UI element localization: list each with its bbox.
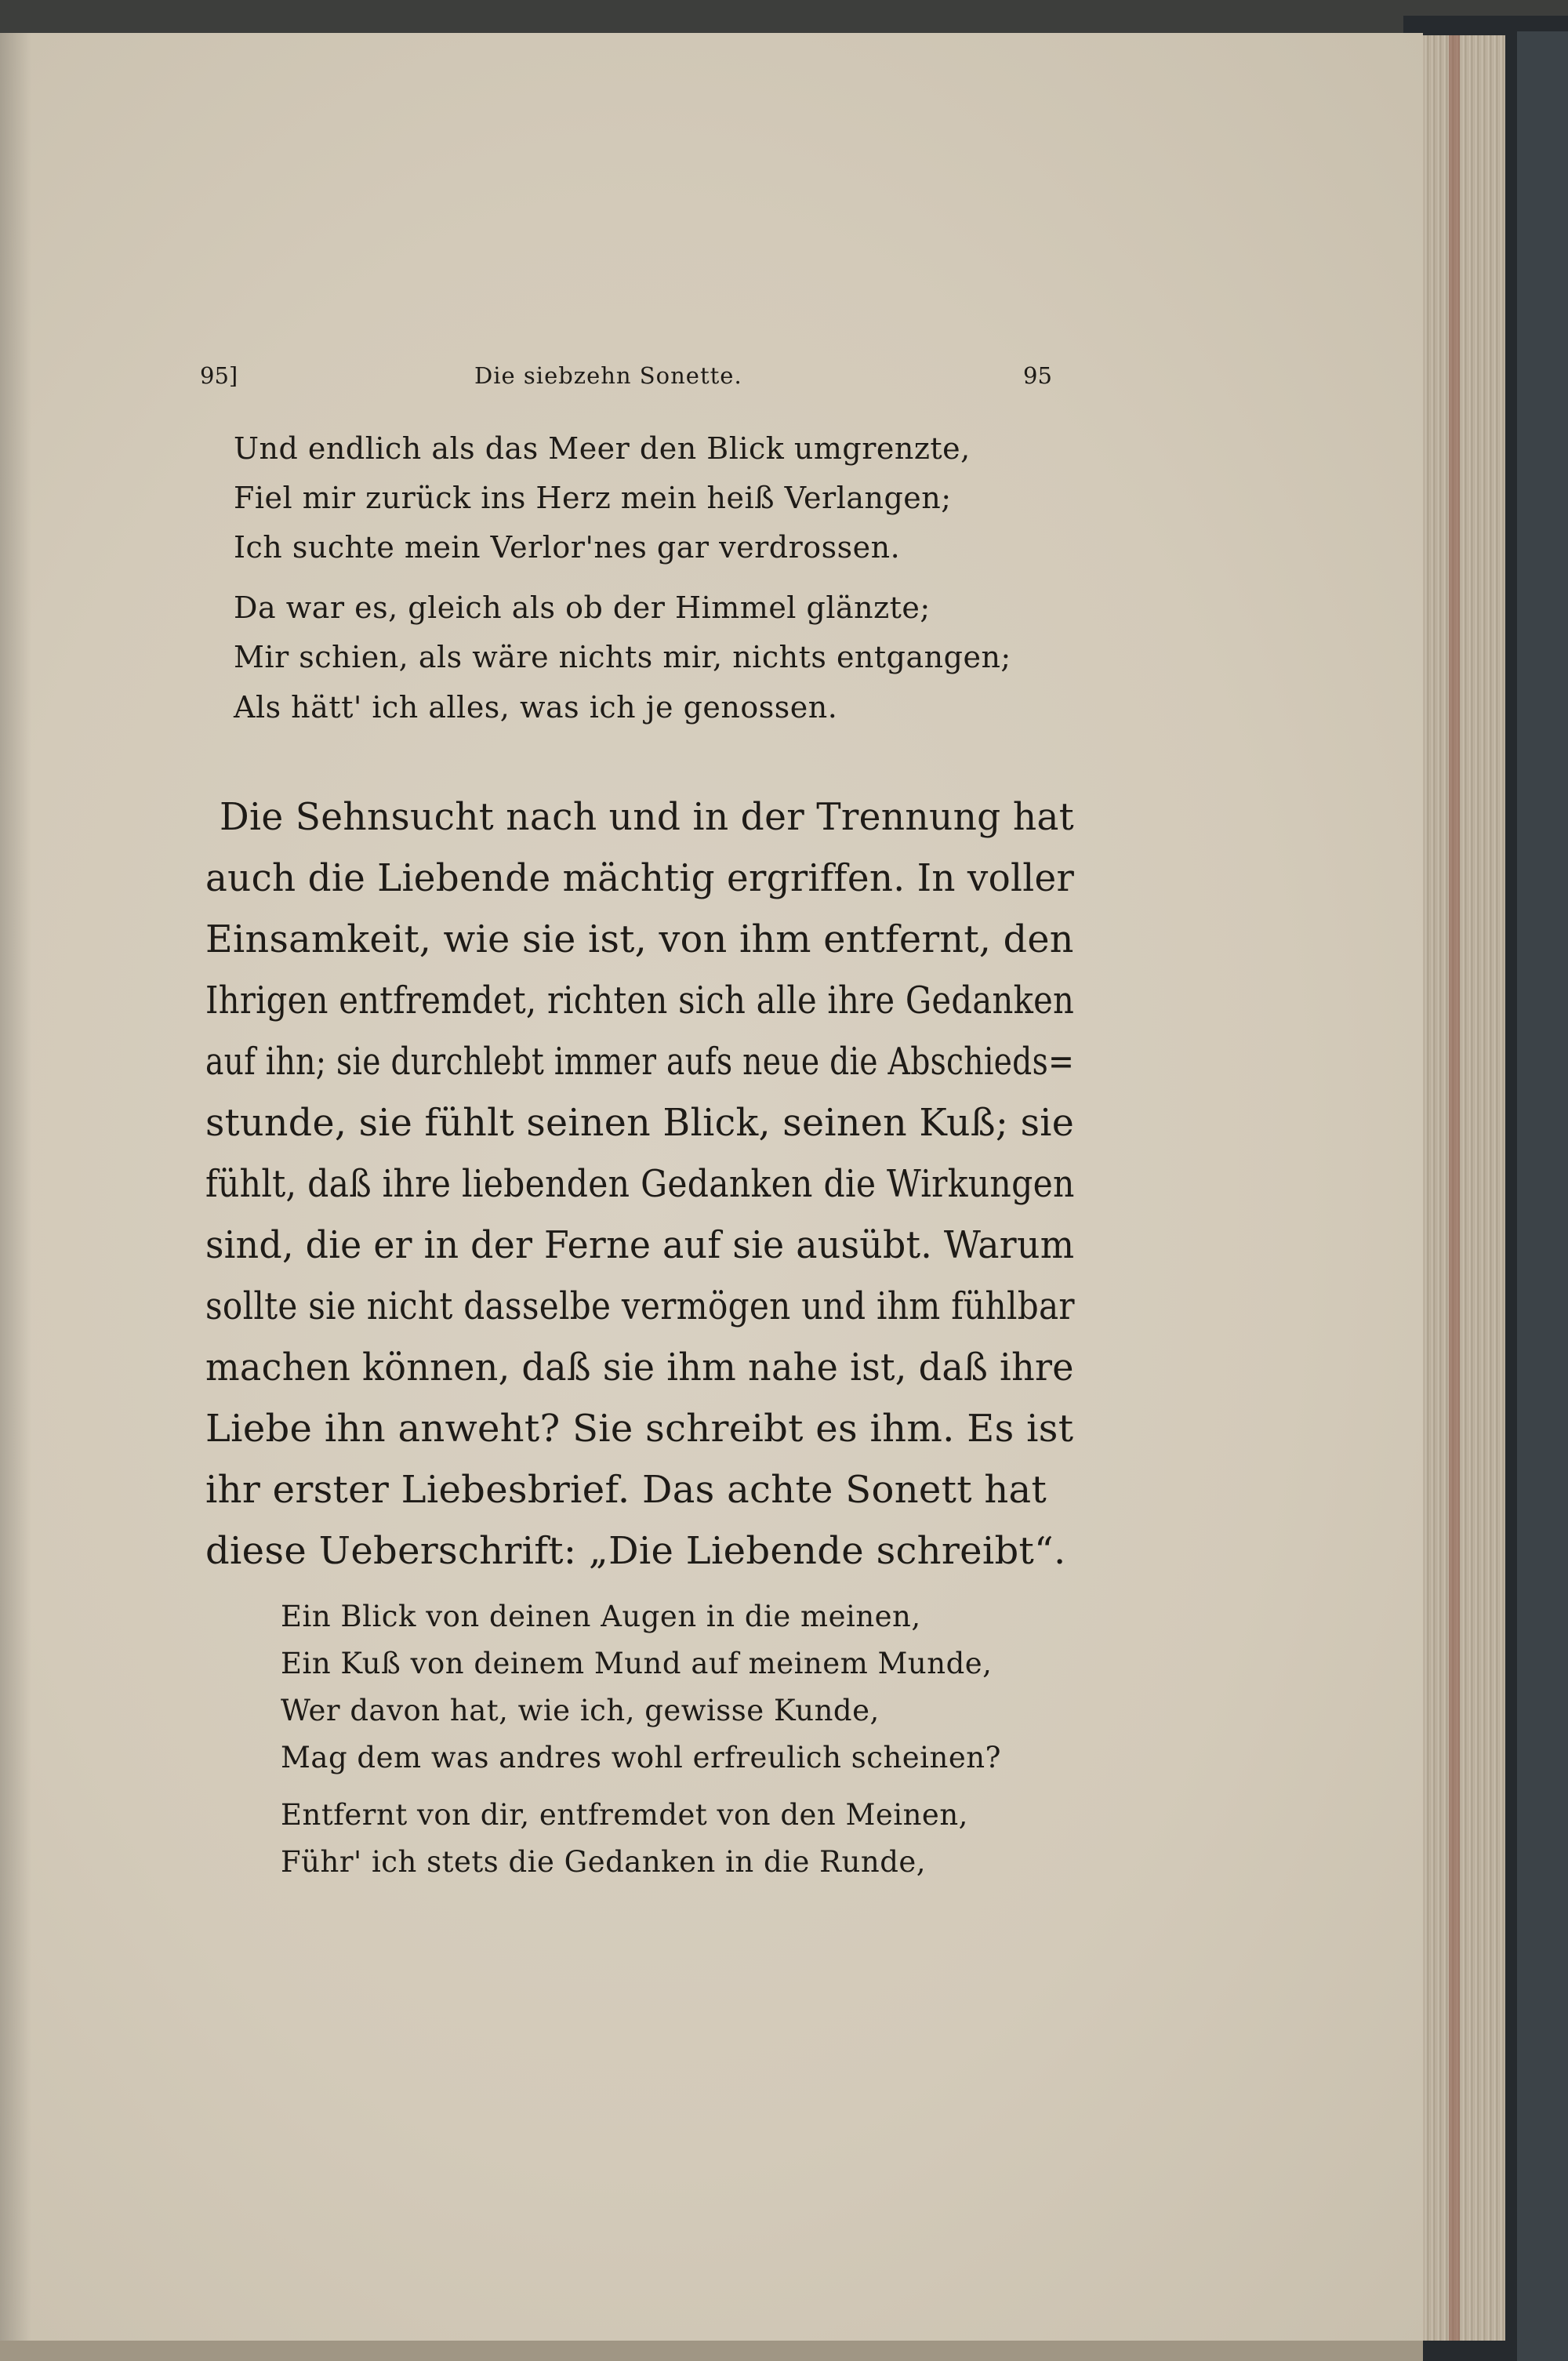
poem-bottom-line: Ein Kuß von deinem Mund auf meinem Munde, (281, 1647, 993, 1680)
poem-bottom-line: Entfernt von dir, entfremdet von den Meinen, (281, 1798, 968, 1832)
prose-line: stunde, sie fühlt seinen Blick, seinen Kuß; sie (205, 1101, 1075, 1145)
prose-line: auf ihn; sie durchlebt immer aufs neue die Abschieds= (205, 1040, 1075, 1084)
poem-bottom-line: Ein Blick von deinen Augen in die meinen, (281, 1600, 921, 1633)
prose-line: sind, die er in der Ferne auf sie ausübt. Warum (205, 1223, 1075, 1267)
prose-line: sollte sie nicht dasselbe vermögen und ihm fühlbar (205, 1284, 1075, 1328)
prose-line: Ihrigen entfremdet, richten sich alle ihre Gedanken (205, 979, 1075, 1022)
gutter-shadow (0, 33, 31, 2343)
poem-bottom-line: Wer davon hat, wie ich, gewisse Kunde, (281, 1694, 880, 1727)
page-bottom-band (0, 2341, 1423, 2361)
page-stack-red-edge (1449, 35, 1460, 2341)
poem-top-line: Als hätt' ich alles, was ich je genossen. (234, 690, 838, 725)
prose-line: auch die Liebende mächtig ergriffen. In voller (205, 856, 1075, 900)
poem-top-line: Ich suchte mein Verlor'nes gar verdrossen. (234, 530, 901, 565)
poem-bottom-line: Führ' ich stets die Gedanken in die Runde, (281, 1845, 927, 1879)
book-cover-edge (1517, 31, 1568, 2361)
prose-line: fühlt, daß ihre liebenden Gedanken die Wirkungen (205, 1162, 1075, 1206)
poem-top-line: Fiel mir zurück ins Herz mein heiß Verlangen; (234, 481, 952, 515)
prose-line: machen können, daß sie ihm nahe ist, daß ihre (205, 1346, 1074, 1389)
prose-line: ihr erster Liebesbrief. Das achte Sonett hat (205, 1468, 1047, 1512)
prose-line: Einsamkeit, wie sie ist, von ihm entfernt, den (205, 917, 1074, 961)
poem-top-line: Mir schien, als wäre nichts mir, nichts entgangen; (234, 640, 1011, 674)
prose-line: Die Sehnsucht nach und in der Trennung hat (220, 795, 1074, 839)
prose-line: Liebe ihn anweht? Sie schreibt es ihm. Es ist (205, 1407, 1074, 1451)
poem-top-line: Da war es, gleich als ob der Himmel glänzte; (234, 590, 931, 625)
header-page-number: 95 (1023, 362, 1052, 389)
header-page-ref: 95] (200, 362, 238, 389)
header-running-title: Die siebzehn Sonette. (474, 362, 742, 389)
poem-top-line: Und endlich als das Meer den Blick umgrenzte, (234, 431, 971, 466)
poem-bottom-line: Mag dem was andres wohl erfreulich scheinen? (281, 1741, 1001, 1774)
prose-line: diese Ueberschrift: „Die Liebende schreibt“. (205, 1529, 1066, 1573)
